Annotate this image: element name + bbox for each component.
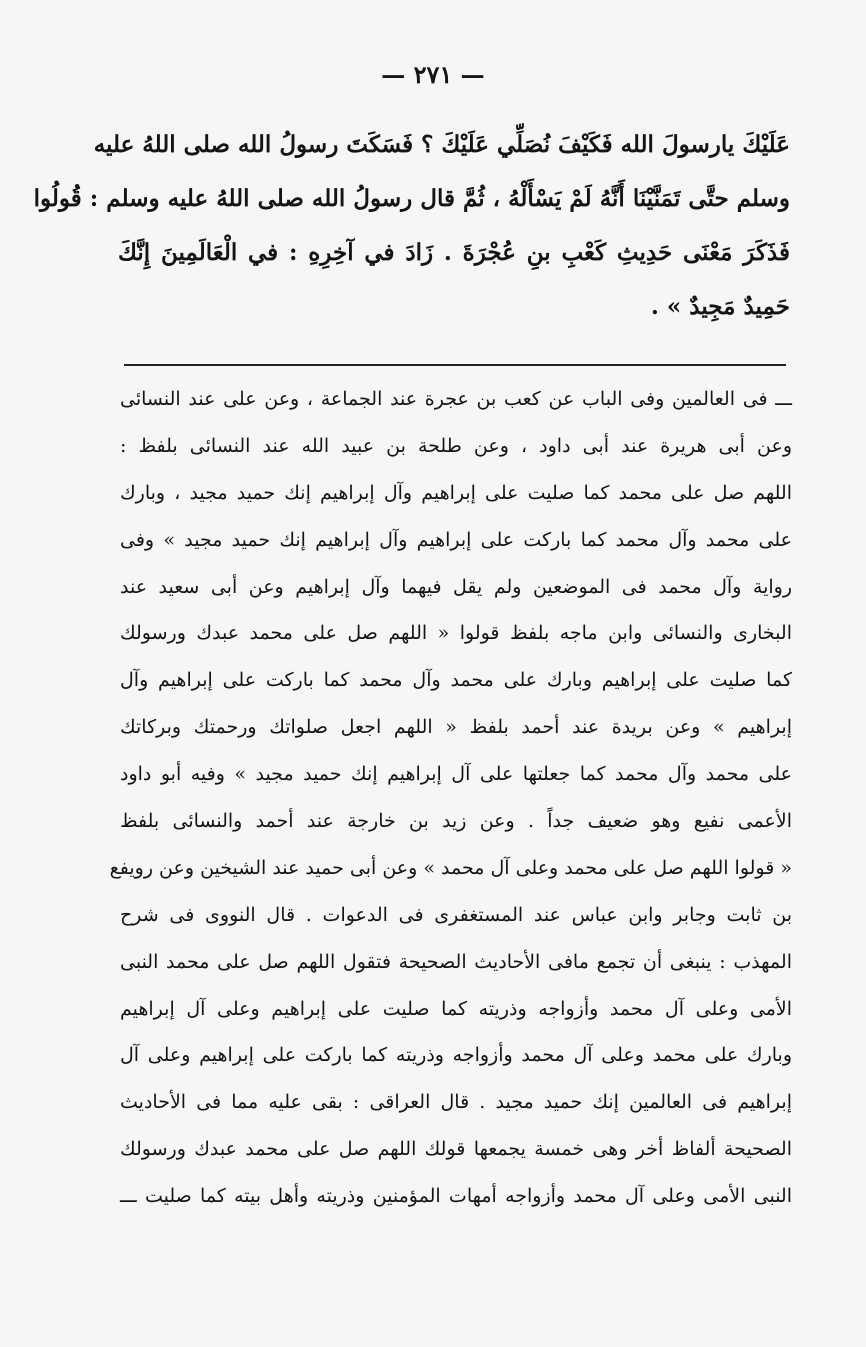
- footnote-line: الصحيحة ألفاظ أخر وهى خمسة يجمعها قولك اللهم صل على محمد عبدك ورسولك: [120, 1138, 792, 1161]
- main-text-line: حَمِيدٌ مَجِيدٌ » .: [650, 293, 790, 320]
- footnote-line: المهذب : ينبغى أن تجمع مافى الأحاديث الصحيحة فتقول اللهم صل على محمد النبى: [120, 950, 792, 973]
- footnote-line: اللهم صل على محمد كما صليت على إبراهيم وآل إبراهيم إنك حميد مجيد ، وبارك: [120, 481, 792, 504]
- footnote-divider: [124, 364, 786, 366]
- footnote-line: إبراهيم فى العالمين إنك حميد مجيد . قال العراقى : بقى عليه مما فى الأحاديث: [120, 1091, 792, 1114]
- footnote-line: على محمد وآل محمد كما جعلتها على آل إبراهيم إنك حميد مجيد » وفيه أبو داود: [120, 763, 792, 786]
- main-text: [33, 118, 790, 334]
- main-text-line: فَذَكَرَ مَعْنَى حَدِيثِ كَعْبِ بنِ عُجْرَةَ . زَادَ في آخِرِهِ : في الْعَالَمِينَ إِنَّكَ: [118, 239, 790, 266]
- footnote-line: وبارك على محمد وعلى آل محمد وأزواجه وذريته كما باركت على إبراهيم وعلى آل: [120, 1044, 792, 1067]
- footnote-line: البخارى والنسائى وابن ماجه بلفظ قولوا « اللهم صل على محمد عبدك ورسولك: [120, 622, 792, 645]
- footnote-line: بن ثابت وجابر وابن عباس عند المستغفرى فى الدعوات . قال النووى فى شرح: [120, 903, 792, 926]
- footnote-line: على محمد وآل محمد كما باركت على إبراهيم وآل إبراهيم إنك حميد مجيد » وفى: [120, 528, 792, 551]
- footnote-line: رواية وآل محمد فى الموضعين ولم يقل فيهما وآل إبراهيم وعن أبى سعيد عند: [120, 575, 792, 598]
- main-text-line: عَلَيْكَ يارسولَ الله فَكَيْفَ نُصَلِّي عَلَيْكَ ؟ فَسَكَتَ رسولُ الله صلى اللهُ عليه: [93, 131, 790, 158]
- footnote-line: ـــ فى العالمين وفى الباب عن كعب بن عجرة عند الجماعة ، وعن على عند النسائى: [120, 388, 793, 410]
- main-text-line: وسلم حتَّى تَمَنَّيْنَا أَنَّهُ لَمْ يَسْأَلْهُ ، ثُمَّ قال رسولُ الله صلى اللهُ عليه وسلم : قُولُوا: [33, 185, 790, 212]
- page-number: — ٢٧١ —: [381, 60, 485, 89]
- footnote-line: كما صليت على إبراهيم وبارك على محمد وآل محمد كما باركت على إبراهيم وآل: [120, 669, 792, 692]
- footnote-line: وعن أبى هريرة عند أبى داود ، وعن طلحة بن عبيد الله عند النسائى بلفظ :: [120, 434, 792, 457]
- footnotes: [109, 376, 793, 1220]
- footnote-line: الأمى وعلى آل محمد وأزواجه وذريته كما صليت على إبراهيم وعلى آل إبراهيم: [120, 997, 792, 1020]
- footnote-line: « قولوا اللهم صل على محمد وعلى آل محمد » وعن أبى حميد عند الشيخين وعن رويفع: [109, 856, 792, 879]
- footnote-line: إبراهيم » وعن بريدة عند أحمد بلفظ « اللهم اجعل صلواتك ورحمتك وبركاتك: [120, 716, 792, 739]
- footnote-line: النبى الأمى وعلى آل محمد وأزواجه أمهات المؤمنين وذريته وأهل بيته كما صليت ـــ: [120, 1185, 792, 1208]
- footnote-line: الأعمى نفيع وهو ضعيف جداً . وعن زيد بن خارجة عند أحمد والنسائى بلفظ: [120, 810, 792, 833]
